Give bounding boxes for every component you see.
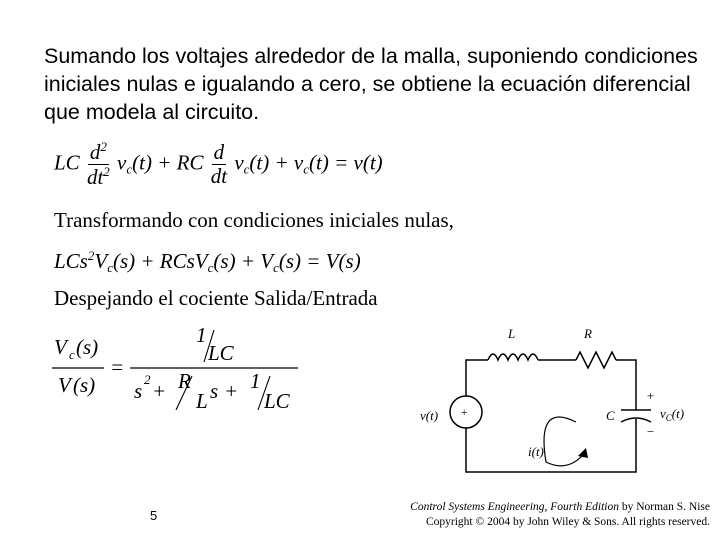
svg-text:V: V xyxy=(54,335,67,359)
capacitor-label: C xyxy=(606,408,615,423)
svg-text:(s): (s) xyxy=(76,335,99,359)
svg-text:L: L xyxy=(196,389,208,413)
output-label: $v_C(t)$ xyxy=(660,406,685,423)
heading-transform: Transformando con condiciones iniciales nulas, xyxy=(54,208,454,232)
page-number: 5 xyxy=(150,508,158,523)
svg-text:c: c xyxy=(69,347,75,362)
svg-text:(s): (s) xyxy=(73,373,96,397)
svg-text:R: R xyxy=(178,369,191,393)
source-label: v(t) xyxy=(420,408,439,423)
credit-author: by Norman S. Nise xyxy=(618,501,710,513)
svg-text:=: = xyxy=(110,355,125,379)
credit-copyright: Copyright © 2004 by John Wiley & Sons. All rights reserved. xyxy=(425,516,710,528)
resistor-label: R xyxy=(584,326,592,341)
laplace-equation: $LCs^2V_c(s)$ + RCsV$_c$(s) + $V_c(s) = V(s)$ xyxy=(54,248,361,275)
svg-text:1: 1 xyxy=(196,323,207,347)
svg-text:+: + xyxy=(152,379,167,403)
credit-book: Control Systems Engineering, Fourth Edition xyxy=(410,501,619,513)
differential-equation: LC $\frac{d^2}{dt^2}$ $v_c(t)$ + RC $\frac{d}{dt}$ $v_c(t) + v_c(t) = v(t)$ xyxy=(54,139,383,190)
cap-plus: + xyxy=(646,388,655,403)
resistor-icon xyxy=(576,352,616,368)
svg-text:2: 2 xyxy=(144,372,151,387)
source-plus: + xyxy=(460,405,469,419)
svg-text:1: 1 xyxy=(250,369,261,393)
credit-block xyxy=(410,500,710,530)
current-arrow-icon xyxy=(578,448,588,458)
cap-minus: − xyxy=(646,424,655,439)
transfer-function xyxy=(48,322,318,418)
current-label: i(t) xyxy=(528,444,544,459)
inductor-label: L xyxy=(508,326,516,341)
svg-text:LC: LC xyxy=(264,389,290,413)
intro-paragraph: Sumando los voltajes alrededor de la malla, suponiendo condiciones iniciales nulas e igualando a cero, se obtiene la ecuación diferencial que modela al circuito. xyxy=(44,44,698,124)
heading-solve: Despejando el cociente Salida/Entrada xyxy=(54,286,378,310)
svg-text:s: s xyxy=(134,379,143,403)
svg-text:+: + xyxy=(224,379,239,403)
svg-text:LC: LC xyxy=(208,341,234,365)
svg-text:V: V xyxy=(58,373,71,397)
inductor-icon xyxy=(488,354,538,360)
svg-text:s: s xyxy=(210,379,219,403)
rlc-circuit-diagram xyxy=(416,322,706,482)
